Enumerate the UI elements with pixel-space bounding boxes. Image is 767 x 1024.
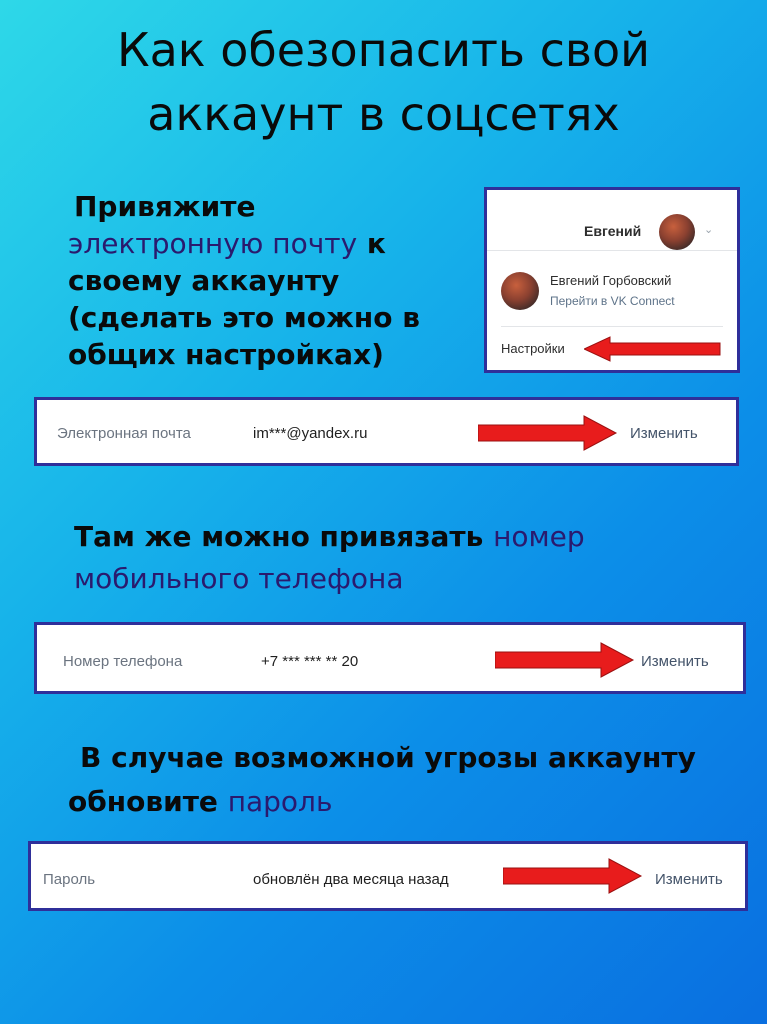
email-change-button[interactable]: Изменить: [630, 425, 698, 442]
password-settings-row: [28, 841, 748, 911]
password-caption-line-1: В случае возможной угрозы аккаунту: [80, 741, 696, 774]
password-caption-line-2: [68, 780, 696, 824]
email-caption-line-2: [68, 225, 420, 262]
phone-change-button[interactable]: Изменить: [641, 653, 709, 670]
menu-avatar: [501, 272, 539, 310]
slide-title: [0, 18, 767, 146]
arrow-right-icon: [503, 857, 643, 895]
email-caption-line-3: своему аккаунту: [68, 264, 340, 297]
title-line-1: Как обезопасить свой: [116, 23, 651, 77]
password-label: Пароль: [43, 871, 96, 888]
avatar[interactable]: [659, 214, 695, 250]
email-caption-line-1: Привяжите: [74, 190, 256, 223]
phone-value: +7 *** *** ** 20: [261, 653, 359, 670]
password-caption-text: обновите: [68, 785, 228, 818]
phone-highlight-2: мобильного телефона: [74, 562, 404, 595]
phone-caption-line-2: [74, 558, 585, 600]
phone-caption-line-1: [74, 516, 585, 558]
password-value: обновлён два месяца назад: [253, 871, 449, 888]
arrow-right-icon: [495, 641, 635, 679]
settings-menu-item[interactable]: Настройки: [501, 341, 565, 356]
vk-username[interactable]: Евгений: [584, 223, 642, 239]
password-highlight: пароль: [227, 785, 333, 818]
menu-divider: [501, 326, 723, 327]
email-caption-line-4: (сделать это можно в: [68, 301, 420, 334]
email-label: Электронная почта: [57, 425, 191, 442]
email-value: im***@yandex.ru: [253, 425, 368, 442]
phone-highlight-1: номер: [493, 520, 585, 553]
vk-full-name[interactable]: Евгений Горбовский: [550, 273, 672, 288]
arrow-left-icon: [584, 335, 724, 363]
email-caption: [68, 188, 420, 373]
password-change-button[interactable]: Изменить: [655, 871, 723, 888]
phone-settings-row: [34, 622, 746, 694]
email-settings-row: [34, 397, 739, 466]
vk-topbar: [487, 190, 737, 251]
arrow-right-icon: [478, 414, 618, 452]
title-line-2: аккаунт в соцсетях: [147, 87, 620, 141]
vk-account-menu: [484, 187, 740, 373]
chevron-down-icon[interactable]: ⌄: [704, 223, 714, 236]
phone-caption-text: Там же можно привязать: [74, 520, 494, 553]
vk-connect-link[interactable]: Перейти в VK Connect: [550, 294, 675, 308]
phone-label: Номер телефона: [63, 653, 183, 670]
email-caption-line-2-rest: к: [357, 227, 386, 260]
password-caption: [68, 736, 696, 824]
email-highlight: электронную почту: [68, 227, 358, 260]
email-caption-line-5: общих настройках): [68, 338, 384, 371]
phone-caption: [74, 516, 585, 600]
